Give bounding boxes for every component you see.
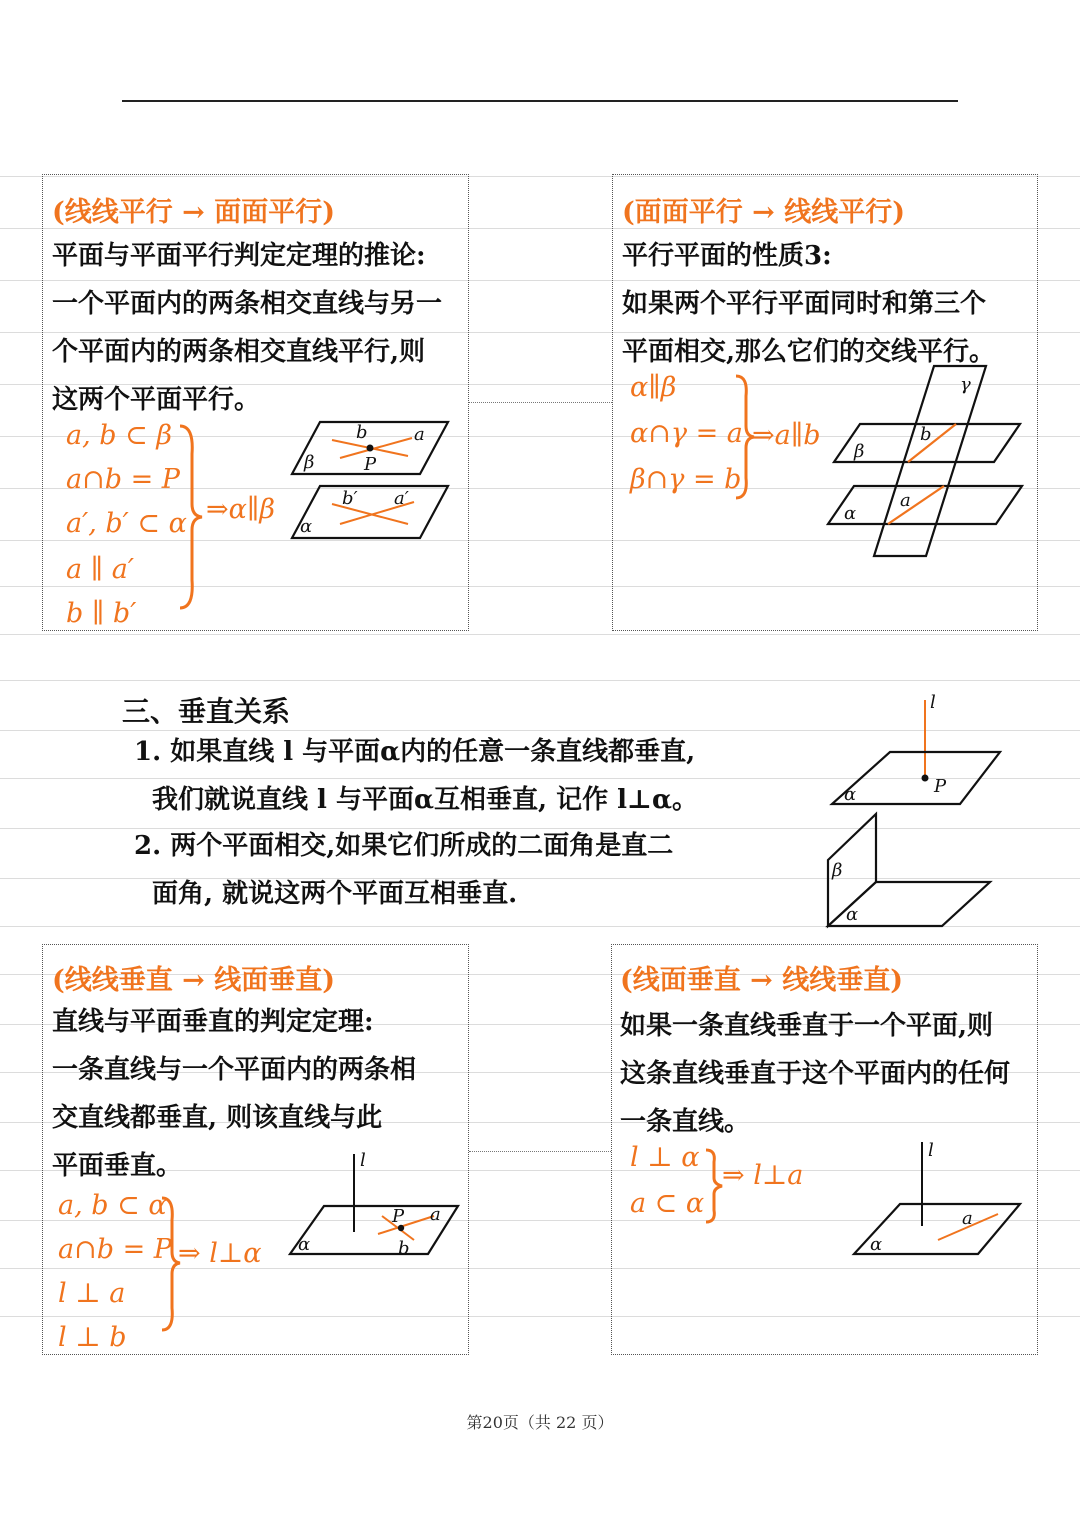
box4-title: (线面垂直 → 线线垂直) (620, 965, 903, 996)
fig-label-p: P (392, 1206, 405, 1227)
fig-label-alpha: α (870, 1234, 883, 1255)
box3-conclusion: ⇒ l⊥α (178, 1238, 262, 1269)
box4-condition: a ⊂ α (630, 1188, 705, 1219)
box3-condition: l ⊥ a (58, 1278, 126, 1309)
section-heading: 三、垂直关系 (122, 695, 291, 728)
section-item1-line1: 1. 如果直线 l 与平面α内的任意一条直线都垂直, (134, 737, 696, 767)
fig-label-l: l (928, 1140, 934, 1161)
box1-figure (280, 418, 460, 543)
box3-condition: a, b ⊂ α (58, 1190, 167, 1221)
box1-condition: a′, b′ ⊂ α (66, 508, 187, 539)
fig-label-a: a (414, 424, 425, 445)
connector-bottom (469, 1151, 611, 1152)
box1-condition: a∩b = P (66, 464, 180, 495)
box1-body (52, 232, 442, 424)
box2-line: 如果两个平行平面同时和第三个 (622, 289, 987, 319)
box1-line: 个平面内的两条相交直线平行,则 (52, 337, 426, 367)
box2-conclusion: ⇒a∥b (752, 420, 821, 451)
fig-label-alpha: α (844, 503, 857, 524)
box4-conclusion: ⇒ l⊥a (722, 1160, 804, 1191)
box4-body (620, 1002, 1010, 1146)
box1-condition: b ∥ b′ (66, 598, 137, 629)
box4-figure (848, 1136, 1028, 1260)
box2-body (622, 232, 995, 376)
box1-condition: a, b ⊂ β (66, 420, 172, 451)
fig-label-b: b (356, 422, 368, 443)
box3-condition: l ⊥ b (58, 1322, 127, 1353)
box3-line: 交直线都垂直, 则该直线与此 (52, 1103, 383, 1133)
fig-label-l: l (360, 1150, 366, 1171)
box3-line: 平面垂直。 (52, 1151, 183, 1181)
box1-line: 一个平面内的两条相交直线与另一 (52, 289, 443, 319)
box2-condition: β∩γ = b (630, 464, 742, 495)
fig-label-b-prime: b′ (342, 488, 358, 509)
box4-line: 一条直线。 (620, 1107, 751, 1137)
box2-condition: α∥β (630, 372, 677, 403)
section-figure-line-plane (826, 686, 1006, 812)
fig-label-beta: β (832, 860, 843, 881)
box1-brace (176, 424, 206, 610)
box1-line: 这两个平面平行。 (52, 385, 261, 415)
box3-line: 直线与平面垂直的判定定理: (52, 1007, 374, 1037)
box1-line: 平面与平面平行判定定理的推论: (52, 241, 426, 271)
fig-label-beta: β (304, 452, 315, 473)
box3-title: (线线垂直 → 线面垂直) (52, 965, 335, 996)
box1-title: (线线平行 → 面面平行) (52, 197, 335, 228)
section-item2-line2: 面角, 就说这两个平面互相垂直. (152, 879, 518, 909)
fig-label-alpha: α (300, 516, 313, 537)
box1-conclusion: ⇒α∥β (206, 494, 275, 525)
fig-label-b: b (920, 424, 932, 445)
box3-figure (284, 1144, 464, 1260)
fig-label-p: P (364, 454, 377, 475)
fig-label-a-prime: a′ (394, 488, 409, 509)
fig-label-b: b (398, 1238, 410, 1259)
section-item1-line2: 我们就说直线 l 与平面α互相垂直, 记作 l⊥α。 (152, 785, 698, 815)
fig-label-alpha: α (298, 1234, 311, 1255)
page-number: 第20页（共 22 页） (466, 1413, 614, 1432)
box3-condition: a∩b = P (58, 1234, 172, 1265)
box2-line: 平行平面的性质3: (622, 241, 832, 271)
fig-label-a: a (430, 1204, 441, 1225)
fig-label-p: P (934, 776, 947, 797)
box1-condition: a ∥ a′ (66, 554, 134, 585)
fig-label-alpha: α (844, 784, 857, 805)
box2-condition: α∩γ = a (630, 418, 743, 449)
box2-title: (面面平行 → 线线平行) (622, 197, 905, 228)
fig-label-alpha: α (846, 904, 859, 925)
fig-label-gamma: γ (960, 374, 971, 395)
box2-line: 平面相交,那么它们的交线平行。 (622, 337, 996, 367)
header-rule (122, 100, 958, 102)
section-figure-plane-plane (818, 808, 1008, 932)
fig-label-a: a (900, 490, 911, 511)
section-item2-line1: 2. 两个平面相交,如果它们所成的二面角是直二 (134, 831, 674, 861)
box3-line: 一条直线与一个平面内的两条相 (52, 1055, 417, 1085)
fig-label-l: l (930, 692, 936, 713)
box4-condition: l ⊥ α (630, 1142, 700, 1173)
connector-top (469, 402, 612, 403)
fig-label-beta: β (854, 441, 865, 462)
fig-label-a: a (962, 1208, 973, 1229)
box4-line: 如果一条直线垂直于一个平面,则 (620, 1011, 994, 1041)
box2-figure (822, 362, 1032, 562)
box4-line: 这条直线垂直于这个平面内的任何 (620, 1059, 1011, 1089)
